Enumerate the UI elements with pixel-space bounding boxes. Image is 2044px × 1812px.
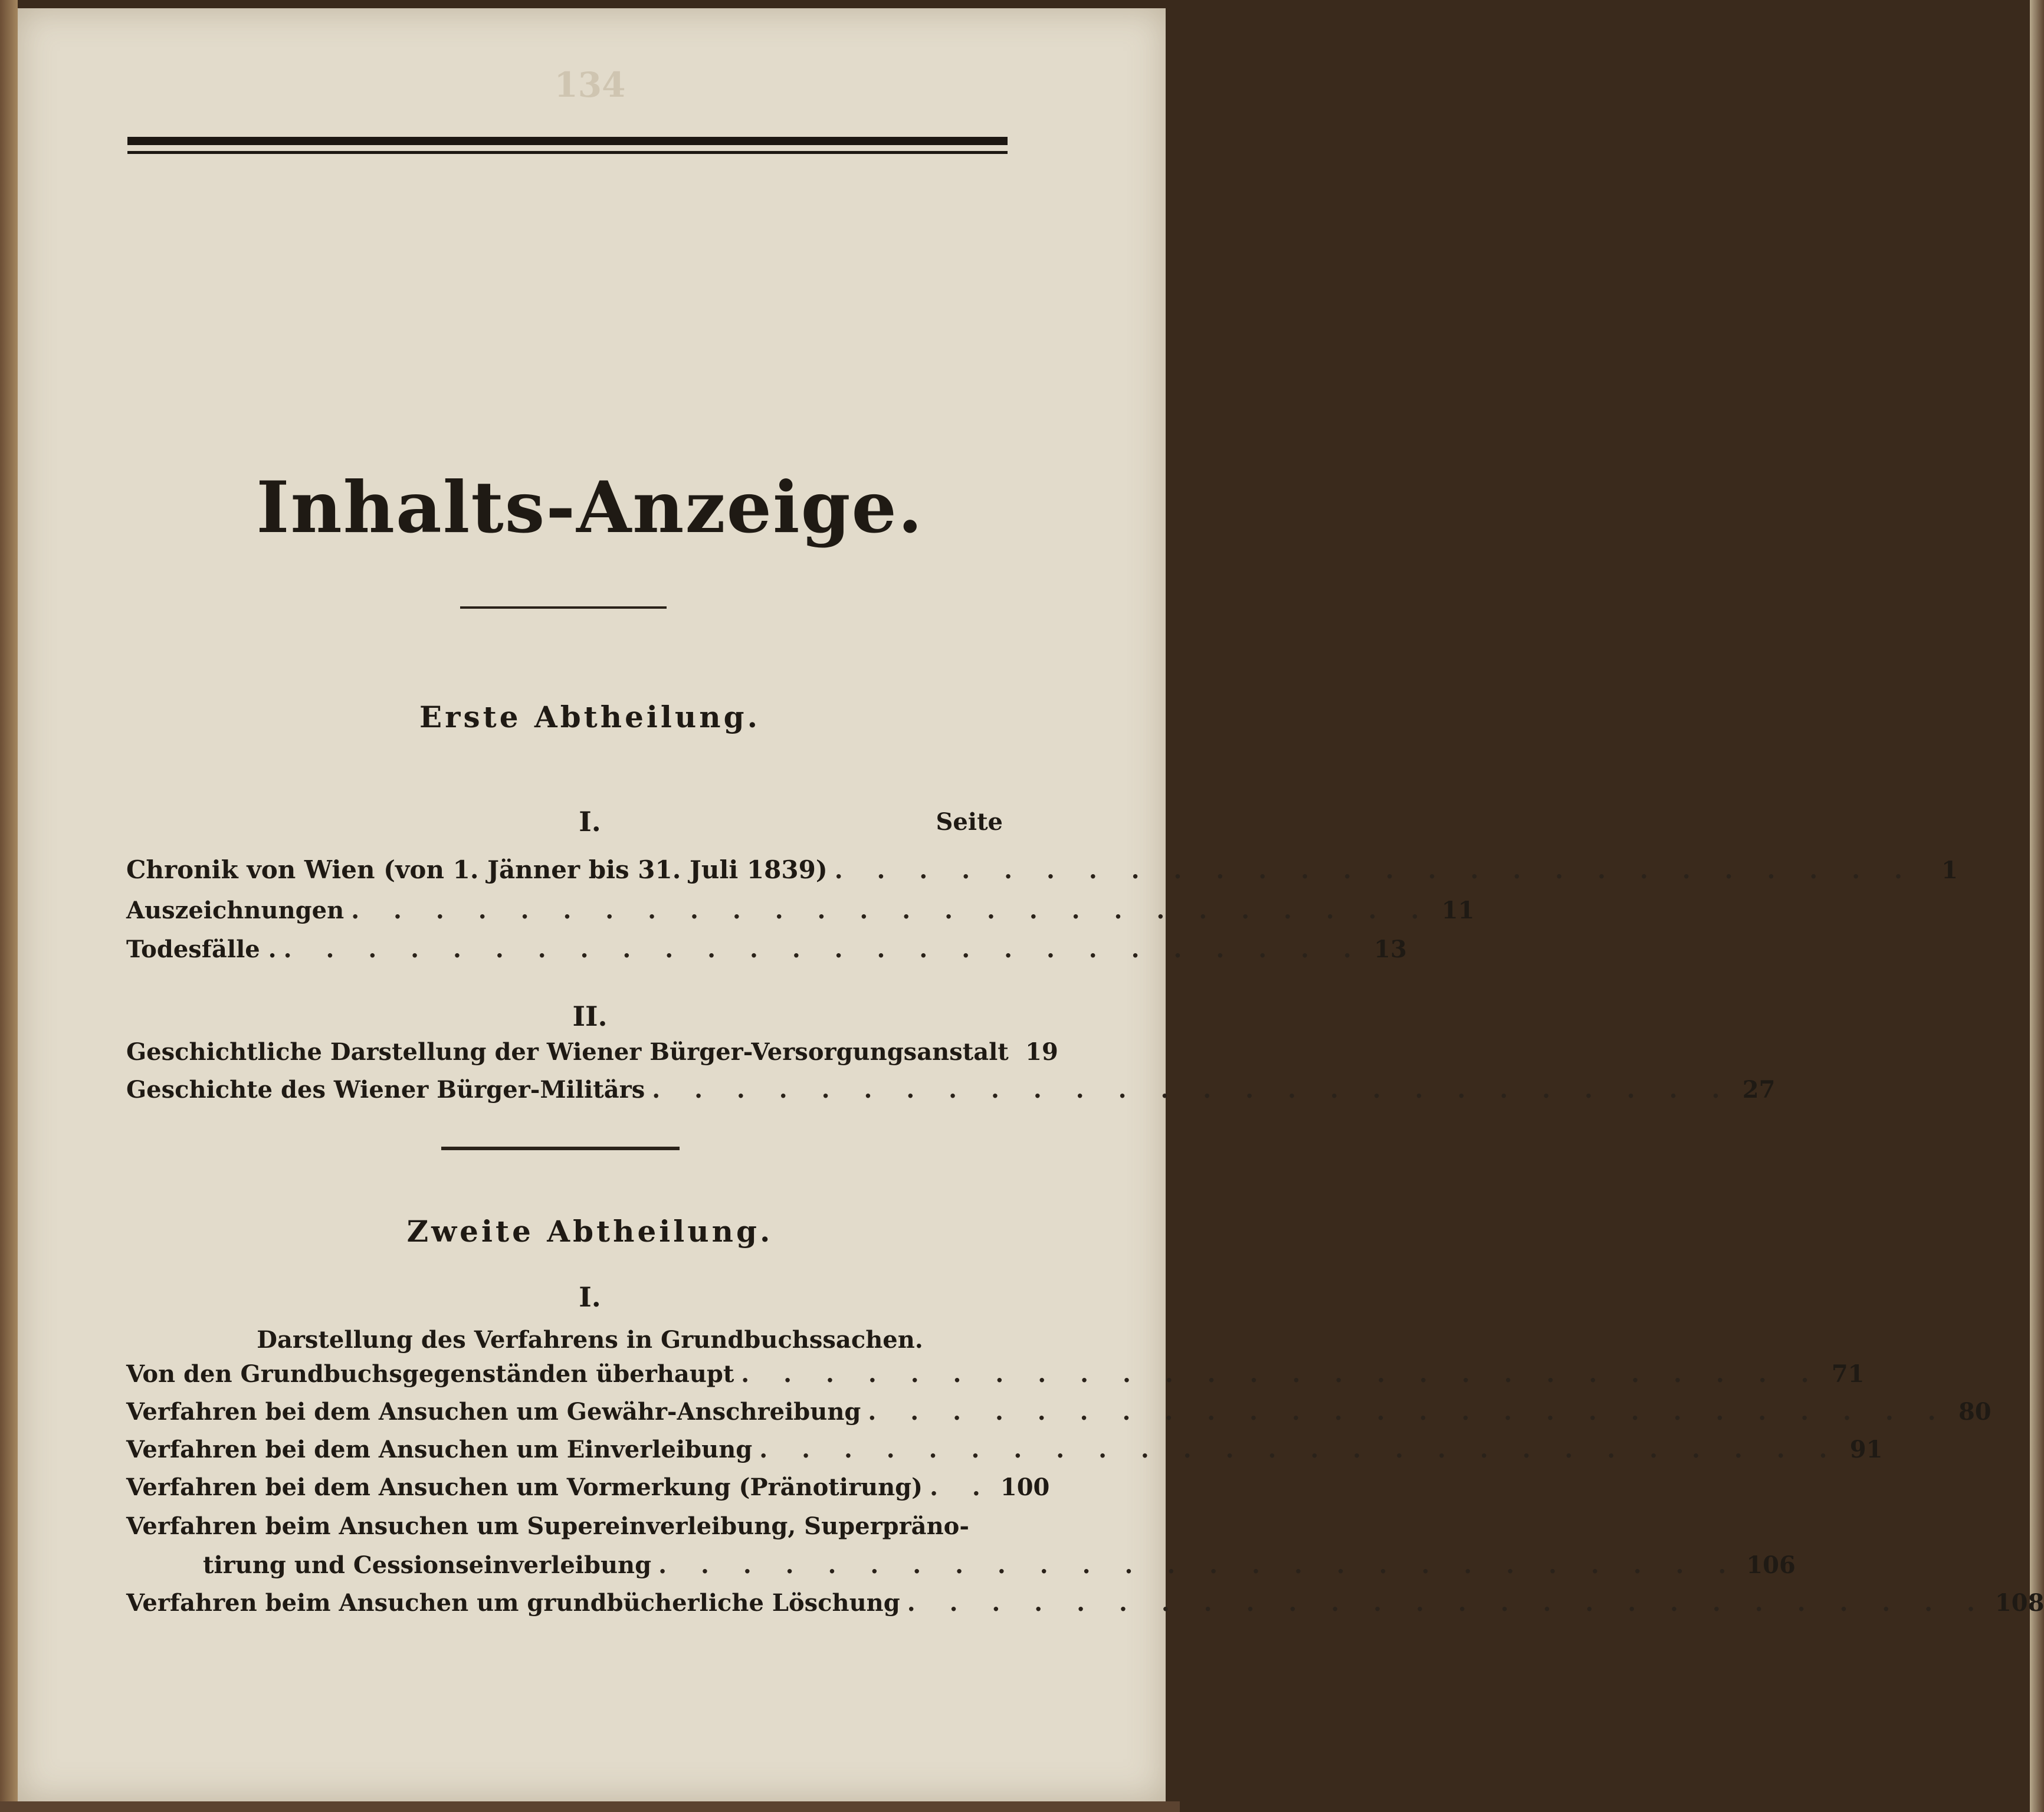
toc-entry (126, 1436, 1883, 1469)
toc-entry-text: Auszeichnungen (126, 897, 345, 924)
toc-entry-text: Verfahren bei dem Ansuchen um Einverleibung (126, 1436, 753, 1463)
page-bottom-edge (0, 1801, 1180, 1812)
leader-dots: . . . . . . . . . . . . . . . . . . . . . . . . . . (759, 1436, 1840, 1463)
toc-entry (126, 935, 1407, 969)
toc-entry-page: 106 (1746, 1551, 1796, 1579)
leader-dots: . . . . . . . . . . . . . . . . . . . . . . . . . . (658, 1551, 1740, 1579)
book-spine (0, 0, 18, 1812)
toc-entry-page: 13 (1374, 935, 1407, 963)
toc-entry-text: Chronik von Wien (von 1. Jänner bis 31. Juli 1839) (126, 855, 828, 884)
toc-entry-page: 100 (1000, 1473, 1050, 1501)
toc-entry (126, 1398, 1991, 1431)
leader-dots: . . . . . . . . . . . . . . . . . . . . . . . . . . (283, 935, 1364, 963)
section-subheading: Darstellung des Verfahrens in Grundbuchssachen. (257, 1326, 923, 1354)
toc-entry-page: 1 (1941, 856, 1958, 884)
toc-entry-text: Todesfälle . (126, 935, 277, 963)
toc-entry (126, 1076, 1776, 1109)
toc-entry-page: 19 (1025, 1038, 1058, 1066)
toc-entry-text: Verfahren bei dem Ansuchen um Vormerkung (Pränotirung) (126, 1473, 923, 1501)
toc-entry-text: Geschichte des Wiener Bürger-Militärs (126, 1076, 645, 1104)
leader-dots: . . (930, 1473, 993, 1501)
leader-dots: . . . . . . . . . . . . . . . . . . . . . . . . . . (868, 1398, 1949, 1426)
toc-entry-page: 108 (1994, 1589, 2044, 1617)
header-rule-thick (127, 137, 1008, 145)
toc-entry-page: 80 (1958, 1398, 1991, 1426)
toc-entry (126, 1512, 1003, 1545)
leader-dots: . . . . . . . . . . . . . . . . . . . . . . . . . . (741, 1360, 1822, 1388)
leader-dots: . . . . . . . . . . . . . . . . . . . . . . . . . . (652, 1076, 1733, 1104)
section-numeral: II. (572, 1000, 608, 1032)
page-column-label: Seite (936, 808, 1003, 836)
toc-entry (126, 1360, 1865, 1393)
toc-entry-page: 11 (1441, 897, 1475, 924)
toc-entry (126, 1473, 1050, 1506)
toc-entry-text: Verfahren beim Ansuchen um grundbücherliche Löschung (126, 1589, 900, 1617)
toc-entry-page: 71 (1831, 1360, 1865, 1388)
part-heading-1: Erste Abtheilung. (419, 700, 760, 734)
toc-entry (126, 1038, 1058, 1071)
toc-entry (203, 1551, 1796, 1584)
leader-dots: . . . . . . . . . . . . . . . . . . . . . . . . . . (351, 897, 1432, 924)
title-divider (460, 606, 667, 609)
toc-entry (126, 897, 1475, 930)
part-divider (441, 1147, 680, 1150)
section-numeral: I. (579, 806, 601, 838)
page-title: Inhalts-Anzeige. (256, 466, 924, 549)
toc-entry-page: 91 (1849, 1436, 1883, 1463)
section-numeral: I. (579, 1281, 601, 1313)
leader-dots: . . . . . . . . . . . . . . . . . . . . . . . . . . (834, 856, 1915, 884)
part-heading-2: Zweite Abtheilung. (406, 1214, 773, 1249)
toc-entry-text: tirung und Cessionseinverleibung (203, 1551, 652, 1579)
leader-dots: . . . . . . . . . . . . . . . . . . . . . . . . . . (907, 1589, 1988, 1617)
page-edge (2030, 0, 2044, 1812)
toc-entry-text: Geschichtliche Darstellung der Wiener Bürger-Versorgungsanstalt (126, 1038, 1009, 1066)
toc-entry-text: Verfahren beim Ansuchen um Supereinverleibung, Superpräno- (126, 1512, 969, 1540)
toc-entry (126, 855, 1958, 888)
toc-entry-text: Verfahren bei dem Ansuchen um Gewähr-Anschreibung (126, 1398, 861, 1426)
toc-entry-page: 27 (1742, 1076, 1776, 1104)
toc-entry (126, 1589, 2044, 1622)
header-rule-thin (127, 151, 1008, 154)
toc-entry-text: Von den Grundbuchsgegenständen überhaupt (126, 1360, 734, 1388)
page-number: 134 (554, 65, 626, 105)
